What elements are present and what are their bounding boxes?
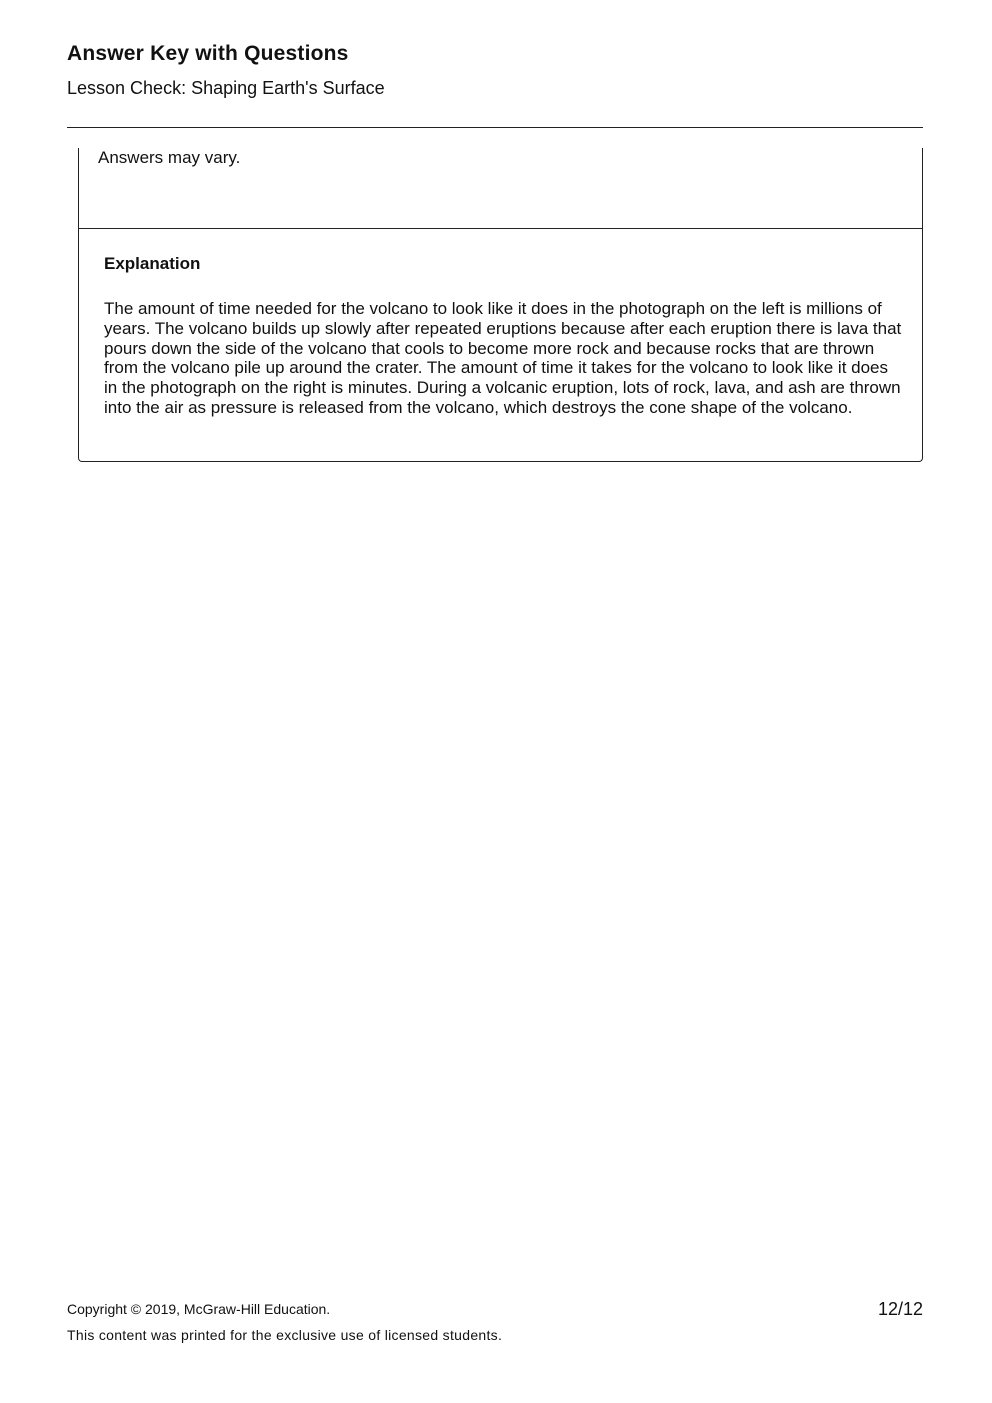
answer-text: Answers may vary. bbox=[98, 148, 241, 167]
explanation-body: The amount of time needed for the volcano to look like it does in the photograph on the left is millions of years. The volcano builds up slowly after repeated eruptions because after each eruption there is lava that pours down the side of the volcano that cools to become more rock and because rocks that are thrown from the volcano pile up around the crater. The amount of time it takes for the volcano to look like it does in the photograph on the right is minutes. During a volcanic eruption, lots of rock, lava, and ash are thrown into the air as pressure is released from the volcano, which destroys the cone shape of the volcano. bbox=[104, 299, 902, 417]
lesson-subtitle: Lesson Check: Shaping Earth's Surface bbox=[67, 78, 385, 98]
page-number: 12/12 bbox=[877, 1299, 923, 1319]
header-divider bbox=[67, 127, 923, 128]
footer-copyright: Copyright © 2019, McGraw-Hill Education. bbox=[67, 1301, 331, 1317]
page-title: Answer Key with Questions bbox=[67, 42, 349, 65]
footer-license: This content was printed for the exclusive use of licensed students. bbox=[67, 1327, 503, 1343]
answer-card bbox=[78, 148, 923, 462]
card-divider bbox=[79, 228, 922, 229]
explanation-heading: Explanation bbox=[104, 254, 201, 273]
